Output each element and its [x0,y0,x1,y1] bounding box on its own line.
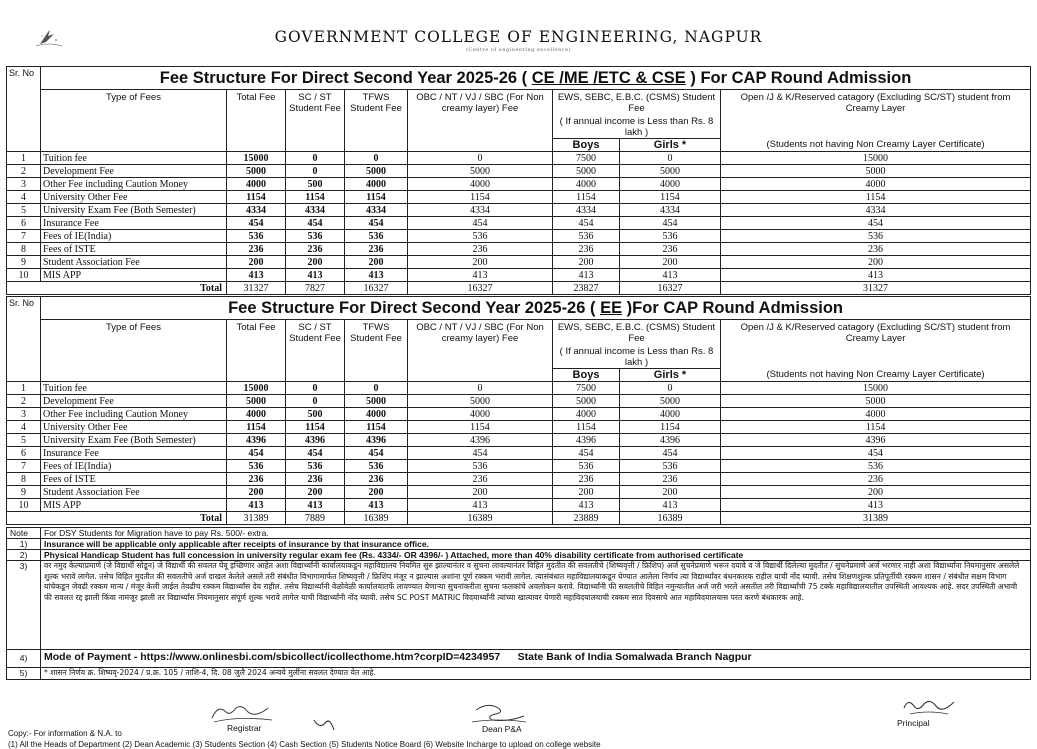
obc-fee: 4000 [408,408,553,421]
ews-boys-fee: 454 [553,447,620,460]
col-total-header: Total Fee [227,320,286,382]
open-fee: 236 [721,243,1031,256]
tfws-fee: 536 [345,230,408,243]
tfws-fee: 200 [345,486,408,499]
fee-type: University Other Fee [41,421,227,434]
ews-girls-fee: 454 [620,447,721,460]
fee-type: University Exam Fee (Both Semester) [41,204,227,217]
open-fee: 454 [721,217,1031,230]
total-fee: 1154 [227,191,286,204]
fee-row [7,486,1031,499]
principal-label: Principal [897,718,930,728]
scst-fee: 236 [286,243,345,256]
open-fee: 200 [721,486,1031,499]
obc-fee: 200 [408,256,553,269]
tfws-fee: 5000 [345,395,408,408]
sr-no-header: Sr. No [7,297,41,382]
total-fee: 200 [227,256,286,269]
ews-girls-fee: 200 [620,256,721,269]
total-fee: 236 [227,243,286,256]
scst-fee: 200 [286,486,345,499]
copy-distribution: (1) All the Heads of Department (2) Dean Academic (3) Students Section (4) Cash Section (5) Students Notice Board (6) Website Incharge to upload on college website [8,740,601,749]
tfws-fee: 454 [345,217,408,230]
table-title: Fee Structure For Direct Second Year 2025-26 ( CE /ME /ETC & CSE ) For CAP Round Admission [41,67,1031,90]
row-sr-no: 6 [7,447,41,460]
ews-boys-fee: 5000 [553,395,620,408]
open-fee: 4000 [721,178,1031,191]
col-obc-header: OBC / NT / VJ / SBC (For Non creamy layer) Fee [408,320,553,382]
row-sr-no: 2 [7,165,41,178]
col-scst-header: SC / ST Student Fee [286,320,345,382]
obc-fee: 413 [408,499,553,512]
row-sr-no: 4 [7,421,41,434]
note-label: Note [7,528,41,539]
open-fee: 15000 [721,382,1031,395]
total-fee: 5000 [227,165,286,178]
scst-fee: 4396 [286,434,345,447]
total-total: 31389 [227,512,286,525]
fee-row [7,165,1031,178]
ews-girls-fee: 4334 [620,204,721,217]
fee-row [7,421,1031,434]
ews-boys-fee: 7500 [553,382,620,395]
col-boys-header: Boys [553,139,620,152]
total-open: 31327 [721,282,1031,295]
obc-fee: 454 [408,217,553,230]
total-obc: 16327 [408,282,553,295]
tfws-fee: 4396 [345,434,408,447]
note-number: 1) [7,539,41,550]
registrar-signature [208,702,278,724]
ews-girls-fee: 236 [620,243,721,256]
tfws-fee: 200 [345,256,408,269]
open-fee: 236 [721,473,1031,486]
obc-fee: 5000 [408,165,553,178]
fee-row [7,256,1031,269]
col-open-subheader: (Students not having Non Creamy Layer Certificate) [721,369,1031,382]
obc-fee: 536 [408,230,553,243]
total-fee: 413 [227,499,286,512]
sr-no-header: Sr. No [7,67,41,152]
open-fee: 536 [721,230,1031,243]
total-tfws: 16327 [345,282,408,295]
obc-fee: 454 [408,447,553,460]
obc-fee: 5000 [408,395,553,408]
col-ews-header: EWS, SEBC, E.B.C. (CSMS) Student Fee [553,90,721,115]
col-type-header: Type of Fees [41,90,227,152]
ews-boys-fee: 1154 [553,191,620,204]
row-sr-no: 3 [7,408,41,421]
fee-rows [7,152,1031,295]
ews-girls-fee: 536 [620,230,721,243]
fee-type: Insurance Fee [41,447,227,460]
obc-fee: 1154 [408,421,553,434]
ews-boys-fee: 4334 [553,204,620,217]
open-fee: 5000 [721,165,1031,178]
col-open-subheader: (Students not having Non Creamy Layer Certificate) [721,139,1031,152]
scst-fee: 0 [286,152,345,165]
registrar-initial [312,716,340,734]
fee-row [7,217,1031,230]
open-fee: 536 [721,460,1031,473]
tfws-fee: 413 [345,269,408,282]
fee-type: MIS APP [41,269,227,282]
fee-type: Fees of ISTE [41,473,227,486]
row-sr-no: 3 [7,178,41,191]
total-fee: 4000 [227,178,286,191]
total-total: 31327 [227,282,286,295]
obc-fee: 4000 [408,178,553,191]
fee-row [7,152,1031,165]
col-tfws-header: TFWS Student Fee [345,90,408,152]
ews-boys-fee: 4396 [553,434,620,447]
total-fee: 4000 [227,408,286,421]
tfws-fee: 0 [345,152,408,165]
ews-boys-fee: 413 [553,499,620,512]
note-number: 5) [7,668,41,680]
fee-row [7,408,1031,421]
table-title: Fee Structure For Direct Second Year 2025-26 ( EE )For CAP Round Admission [41,297,1031,320]
college-tagline: (Centre of engineering excellence) [465,47,572,53]
ews-girls-fee: 236 [620,473,721,486]
principal-signature [898,694,958,720]
obc-fee: 236 [408,473,553,486]
fee-type: Tuition fee [41,382,227,395]
ews-girls-fee: 0 [620,382,721,395]
fee-type: MIS APP [41,499,227,512]
obc-fee: 4396 [408,434,553,447]
row-sr-no: 6 [7,217,41,230]
tfws-fee: 413 [345,499,408,512]
open-fee: 4000 [721,408,1031,421]
note-payment-mode: Mode of Payment - https://www.onlinesbi.com/sbicollect/icollecthome.htm?corpID=4234957 State Bank of India Somalwada Branch Nagpur [41,650,1031,668]
scst-fee: 500 [286,408,345,421]
total-row [7,282,1031,295]
open-fee: 1154 [721,191,1031,204]
fee-row [7,434,1031,447]
col-obc-header: OBC / NT / VJ / SBC (For Non creamy layer) Fee [408,90,553,152]
scst-fee: 536 [286,230,345,243]
fee-row [7,191,1031,204]
open-fee: 413 [721,269,1031,282]
row-sr-no: 10 [7,269,41,282]
fee-row [7,382,1031,395]
fee-type: University Other Fee [41,191,227,204]
note-girls-concession: * शासन निर्णय क्र. शिष्यवृ-2024 / प्र.क्र. 105 / ताशि-4, दि. 08 जुलै 2024 अन्वये मुलींना सवलत देण्यात येत आहे. [41,668,1031,680]
total-obc: 16389 [408,512,553,525]
ews-boys-fee: 200 [553,256,620,269]
row-sr-no: 4 [7,191,41,204]
ews-boys-fee: 5000 [553,165,620,178]
scst-fee: 454 [286,447,345,460]
col-type-header: Type of Fees [41,320,227,382]
total-fee: 15000 [227,152,286,165]
total-fee: 413 [227,269,286,282]
scst-fee: 1154 [286,191,345,204]
fee-row [7,178,1031,191]
obc-fee: 0 [408,152,553,165]
row-sr-no: 5 [7,204,41,217]
fee-row [7,460,1031,473]
total-fee: 236 [227,473,286,486]
ews-girls-fee: 0 [620,152,721,165]
ews-girls-fee: 5000 [620,395,721,408]
tfws-fee: 4334 [345,204,408,217]
fee-row [7,269,1031,282]
row-sr-no: 8 [7,243,41,256]
row-sr-no: 8 [7,473,41,486]
total-fee: 200 [227,486,286,499]
note-insurance: Insurance will be applicable only applicable after receipts of insurance by that insurance office. [41,539,1031,550]
open-fee: 1154 [721,421,1031,434]
open-fee: 4334 [721,204,1031,217]
total-scst: 7827 [286,282,345,295]
tfws-fee: 236 [345,243,408,256]
col-boys-header: Boys [553,369,620,382]
scst-fee: 1154 [286,421,345,434]
total-fee: 4396 [227,434,286,447]
fee-type: Other Fee including Caution Money [41,178,227,191]
note-number: 4) [7,650,41,668]
tfws-fee: 536 [345,460,408,473]
fee-table-ce-me-etc-cse [6,66,1031,295]
open-fee: 5000 [721,395,1031,408]
ews-girls-fee: 413 [620,269,721,282]
total-fee: 536 [227,460,286,473]
obc-fee: 1154 [408,191,553,204]
ews-girls-fee: 5000 [620,165,721,178]
note-scholarship-marathi: वर नमुद केल्याप्रमाणे (जे विद्यार्थी सोडून) जे विद्यार्थी की सवलत घेवू इच्छिणार आहेत अशा विद्यार्थ्यांनी कार्यालयाकडून महाविद्यालय नियमित सुरु झाल्यानंतर व सुचना लावल्यानंतर विहित मुदतीत की सवलतीचे (शिष्यवृत्ती / फ्रिशिप) अर्ज सुचनेप्रमाणे भरून दयावे व जे विद्यार्थी दिलेल्या मुदतीत / सुचनेप्रमाणे अर्ज भरणार नाही अशा विद्यार्थ्यांना नियमानुसार असलेले शुल्क भरावे लागेल. तसेच विहित मुदतीत की सवलतीचे अर्ज दाखल केलेले असले तरी संबंधीत विभागामार्फत शिष्यवृत्ती / फ्रिशिप मंजूर न झाल्यास अशांना पूर्ण रक्कम भरावी लागेल. त्यासंबंधात महाविद्यालयाकडून घेण्यात आलेला निर्णय त्या विद्यार्थ्यांवर बंधनकारक राहील याची नोंद घ्यावी. तसेच शिक्षणशुल्क प्रतिपूर्तीची रक्कम शासन / संबंधीत सक्षम विभाग यांचेकडून जेवढी रक्कम मान्य / मंजूर केली जाईल तेवढीच रक्कम विद्यार्थ्यांस देय राहील. तसेच विद्यार्थ्यांनी वेळोवेळी कार्यालयातर्फे लावण्यात येणाऱ्या सुचनांकरीता सुचना फलकांचे अवलोकन करावे. विद्यार्थ्यांनी फी सवलतीचे विहित नमुन्यातील अर्ज जरी भरले असतील तरी विद्यार्थ्यांची 75 टक्के महाविद्यालयातील उपस्थिती आवश्यक आहे. सदर उपस्थिती अभावी फी सवलत रद्द झाली किंवा नामंजूर झाली तर विद्यार्थ्यांस नियमानुसार संपूर्ण शुल्क भरावे लागेल याची विद्यार्थ्यांनी नोंद घ्यावी. तसेच SC POST MATRIC विदयार्थ्यांनी त्यांच्या खात्यावर येणारी महाविदयालयाची रक्कम सात दिवसाचे आत महाविदयालयास परत करणे बंधकारक आहे. [41,561,1031,650]
notes-table [6,527,1031,680]
ews-boys-fee: 536 [553,460,620,473]
ews-boys-fee: 454 [553,217,620,230]
ews-boys-fee: 7500 [553,152,620,165]
tfws-fee: 1154 [345,421,408,434]
fee-row [7,499,1031,512]
col-tfws-header: TFWS Student Fee [345,320,408,382]
ews-girls-fee: 4000 [620,178,721,191]
row-sr-no: 2 [7,395,41,408]
total-row [7,512,1031,525]
tfws-fee: 5000 [345,165,408,178]
note-handicap: Physical Handicap Student has full concession in university regular exam fee (Rs. 4334/- OR 4396/- ) Attached, more than 40% disability certificate from authorised certificate [41,550,1031,561]
fee-row [7,473,1031,486]
scst-fee: 454 [286,217,345,230]
ews-girls-fee: 200 [620,486,721,499]
col-girls-header: Girls * [620,369,721,382]
fee-type: Other Fee including Caution Money [41,408,227,421]
fee-type: University Exam Fee (Both Semester) [41,434,227,447]
fee-row [7,243,1031,256]
total-label: Total [7,512,227,525]
fee-type: Student Association Fee [41,486,227,499]
scst-fee: 413 [286,269,345,282]
fee-rows [7,382,1031,525]
ews-boys-fee: 536 [553,230,620,243]
fee-row [7,395,1031,408]
row-sr-no: 7 [7,230,41,243]
ews-boys-fee: 236 [553,473,620,486]
ews-girls-fee: 4396 [620,434,721,447]
college-name: GOVERNMENT COLLEGE OF ENGINEERING, NAGPUR [274,28,763,46]
tfws-fee: 236 [345,473,408,486]
ews-girls-fee: 4000 [620,408,721,421]
obc-fee: 0 [408,382,553,395]
total-fee: 4334 [227,204,286,217]
ews-girls-fee: 1154 [620,191,721,204]
total-label: Total [7,282,227,295]
total-scst: 7889 [286,512,345,525]
total-fee: 1154 [227,421,286,434]
col-girls-header: Girls * [620,139,721,152]
total-fee: 454 [227,217,286,230]
open-fee: 4396 [721,434,1031,447]
fee-type: Student Association Fee [41,256,227,269]
open-fee: 200 [721,256,1031,269]
ews-girls-fee: 1154 [620,421,721,434]
row-sr-no: 1 [7,382,41,395]
obc-fee: 200 [408,486,553,499]
fee-type: Development Fee [41,165,227,178]
scst-fee: 4334 [286,204,345,217]
fee-type: Development Fee [41,395,227,408]
ews-boys-fee: 200 [553,486,620,499]
total-fee: 5000 [227,395,286,408]
total-girls: 16389 [620,512,721,525]
fee-type: Fees of IE(India) [41,460,227,473]
ews-boys-fee: 236 [553,243,620,256]
scst-fee: 0 [286,165,345,178]
total-open: 31389 [721,512,1031,525]
ews-boys-fee: 413 [553,269,620,282]
fee-type: Fees of IE(India) [41,230,227,243]
row-sr-no: 9 [7,486,41,499]
row-sr-no: 7 [7,460,41,473]
total-fee: 536 [227,230,286,243]
ews-boys-fee: 4000 [553,178,620,191]
fee-type: Fees of ISTE [41,243,227,256]
fee-row [7,204,1031,217]
col-open-header: Open /J & K/Reserved catagory (Excluding SC/ST) student from Creamy Layer [721,90,1031,139]
total-boys: 23827 [553,282,620,295]
total-girls: 16327 [620,282,721,295]
total-tfws: 16389 [345,512,408,525]
row-sr-no: 10 [7,499,41,512]
open-fee: 454 [721,447,1031,460]
ews-boys-fee: 1154 [553,421,620,434]
ews-boys-fee: 4000 [553,408,620,421]
col-total-header: Total Fee [227,90,286,152]
registrar-label: Registrar [227,723,262,733]
dean-label: Dean P&A [482,724,522,734]
obc-fee: 413 [408,269,553,282]
fee-type: Tuition fee [41,152,227,165]
tfws-fee: 4000 [345,408,408,421]
obc-fee: 236 [408,243,553,256]
scst-fee: 0 [286,382,345,395]
scst-fee: 536 [286,460,345,473]
ews-girls-fee: 454 [620,217,721,230]
tfws-fee: 0 [345,382,408,395]
tfws-fee: 1154 [345,191,408,204]
note-number: 3) [7,561,41,650]
fee-row [7,230,1031,243]
note-migration: For DSY Students for Migration have to pay Rs. 500/- extra. [41,528,1031,539]
open-fee: 413 [721,499,1031,512]
col-scst-header: SC / ST Student Fee [286,90,345,152]
col-ews-header: EWS, SEBC, E.B.C. (CSMS) Student Fee [553,320,721,345]
col-ews-subheader: ( If annual income is Less than Rs. 8 lakh ) [553,344,721,369]
scst-fee: 0 [286,395,345,408]
scst-fee: 500 [286,178,345,191]
ews-girls-fee: 536 [620,460,721,473]
open-fee: 15000 [721,152,1031,165]
total-fee: 15000 [227,382,286,395]
fee-row [7,447,1031,460]
copy-to-label: Copy:- For information & N.A. to [8,729,122,738]
tfws-fee: 454 [345,447,408,460]
note-number: 2) [7,550,41,561]
scst-fee: 200 [286,256,345,269]
tfws-fee: 4000 [345,178,408,191]
col-open-header: Open /J & K/Reserved catagory (Excluding SC/ST) student from Creamy Layer [721,320,1031,369]
row-sr-no: 9 [7,256,41,269]
obc-fee: 536 [408,460,553,473]
obc-fee: 4334 [408,204,553,217]
row-sr-no: 5 [7,434,41,447]
row-sr-no: 1 [7,152,41,165]
total-boys: 23889 [553,512,620,525]
scst-fee: 236 [286,473,345,486]
col-ews-subheader: ( If annual income is Less than Rs. 8 lakh ) [553,114,721,139]
dean-signature [468,700,528,726]
fee-type: Insurance Fee [41,217,227,230]
total-fee: 454 [227,447,286,460]
fee-table-ee [6,296,1031,525]
scst-fee: 413 [286,499,345,512]
ews-girls-fee: 413 [620,499,721,512]
